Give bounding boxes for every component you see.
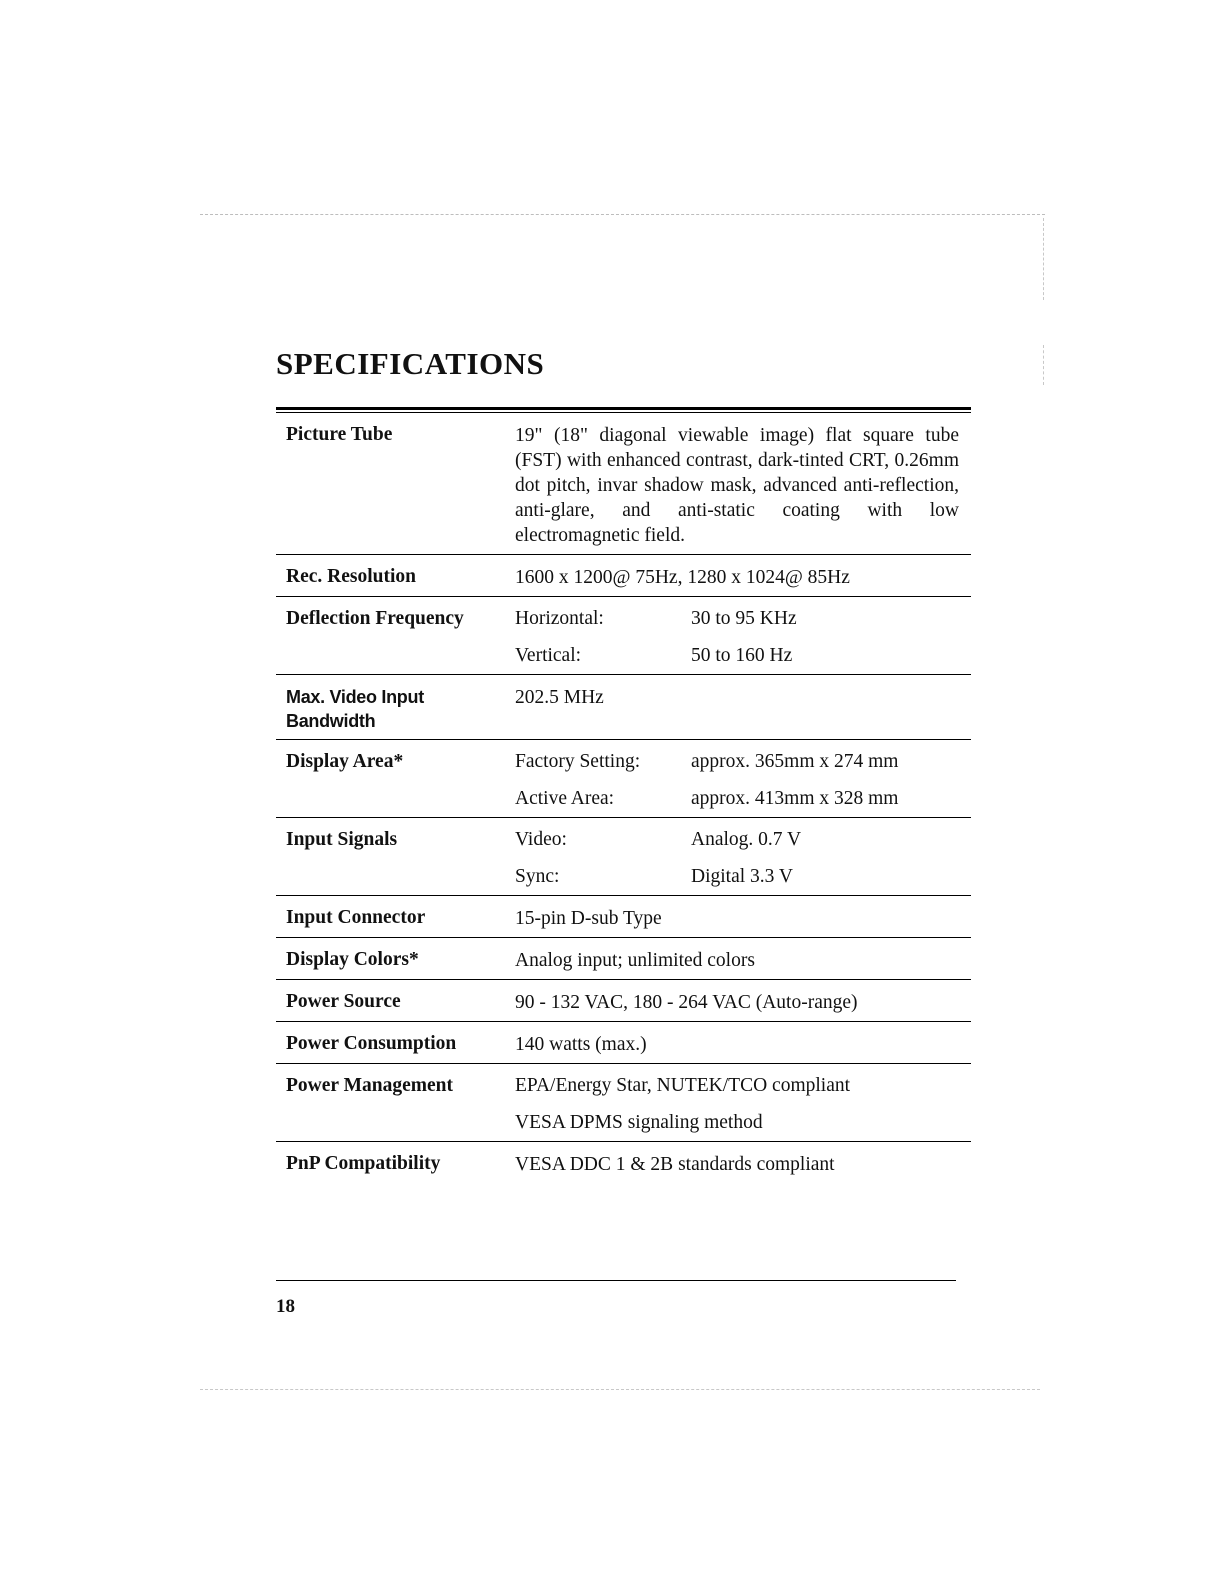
spec-label: Max. Video Input Bandwidth (286, 687, 424, 731)
spec-subline (515, 828, 959, 852)
spec-value (515, 597, 971, 674)
spec-sub-value: approx. 365mm x 274 mm (691, 751, 899, 772)
scan-artifact-right-lower (1043, 345, 1044, 385)
spec-sub-key: Vertical: (515, 645, 582, 666)
spec-subline: VESA DPMS signaling method (515, 1112, 763, 1133)
spec-subline: EPA/Energy Star, NUTEK/TCO compliant (515, 1075, 851, 1096)
spec-subline (515, 750, 959, 774)
spec-row-rec-resolution (276, 555, 971, 597)
spec-sub-key: Video: (515, 829, 567, 850)
spec-value (515, 740, 971, 817)
spec-value: 202.5 MHz (515, 687, 604, 708)
spec-sub-value: 50 to 160 Hz (691, 645, 793, 666)
spec-sub-key: Factory Setting: (515, 751, 641, 772)
spec-row-input-connector (276, 896, 971, 938)
scan-artifact-bottom (200, 1389, 1040, 1390)
spec-value: Analog input; unlimited colors (515, 950, 755, 971)
footer-rule (276, 1280, 956, 1281)
spec-label: Input Connector (286, 907, 426, 928)
spec-row-max-video-input (276, 675, 971, 740)
spec-label: Power Consumption (286, 1033, 457, 1054)
spec-value: VESA DDC 1 & 2B standards compliant (515, 1154, 835, 1175)
spec-sub-key: Active Area: (515, 788, 615, 809)
spec-row-pnp-compatibility (276, 1142, 971, 1183)
page-title: SPECIFICATIONS (276, 346, 545, 381)
spec-value: 1600 x 1200@ 75Hz, 1280 x 1024@ 85Hz (515, 567, 850, 588)
spec-value: 140 watts (max.) (515, 1034, 647, 1055)
spec-sub-value: Digital 3.3 V (691, 866, 794, 887)
spec-row-input-signals (276, 818, 971, 896)
spec-label: Picture Tube (286, 424, 393, 445)
spec-sub-key: Sync: (515, 866, 560, 887)
spec-value (515, 818, 971, 895)
spec-subline (515, 607, 959, 631)
spec-label: Input Signals (286, 829, 398, 850)
spec-subline (515, 787, 959, 811)
spec-subline (515, 865, 959, 889)
spec-row-power-consumption (276, 1022, 971, 1064)
spec-row-display-colors (276, 938, 971, 980)
spec-label: Display Colors* (286, 949, 419, 970)
spec-subline (515, 644, 959, 668)
spec-label: PnP Compatibility (286, 1153, 441, 1174)
spec-value: 19" (18" diagonal viewable image) flat square tube (FST) with enhanced contrast, dark-tinted CRT, 0.26mm dot pitch, invar shadow mask, advanced anti-reflection, anti-glare, and anti-static coating with low electromagnetic field. (515, 425, 959, 546)
page-number: 18 (276, 1296, 295, 1317)
scan-artifact-right (1043, 218, 1044, 300)
spec-label: Deflection Frequency (286, 608, 464, 629)
spec-row-power-source (276, 980, 971, 1022)
spec-label: Power Management (286, 1075, 453, 1096)
spec-sub-value: approx. 413mm x 328 mm (691, 788, 899, 809)
spec-value: 90 - 132 VAC, 180 - 264 VAC (Auto-range) (515, 992, 858, 1013)
spec-value: 15-pin D-sub Type (515, 908, 662, 929)
spec-label: Display Area* (286, 751, 404, 772)
spec-row-picture-tube (276, 413, 971, 555)
spec-value (515, 1064, 971, 1141)
spec-label: Power Source (286, 991, 401, 1012)
spec-sub-value: Analog. 0.7 V (691, 829, 802, 850)
scan-artifact-top (200, 214, 1045, 215)
spec-sub-key: Horizontal: (515, 608, 604, 629)
spec-row-power-management (276, 1064, 971, 1142)
spec-row-deflection-frequency (276, 597, 971, 675)
spec-row-display-area (276, 740, 971, 818)
spec-sub-value: 30 to 95 KHz (691, 608, 797, 629)
spec-label: Rec. Resolution (286, 566, 416, 587)
specifications-table (276, 407, 971, 1183)
